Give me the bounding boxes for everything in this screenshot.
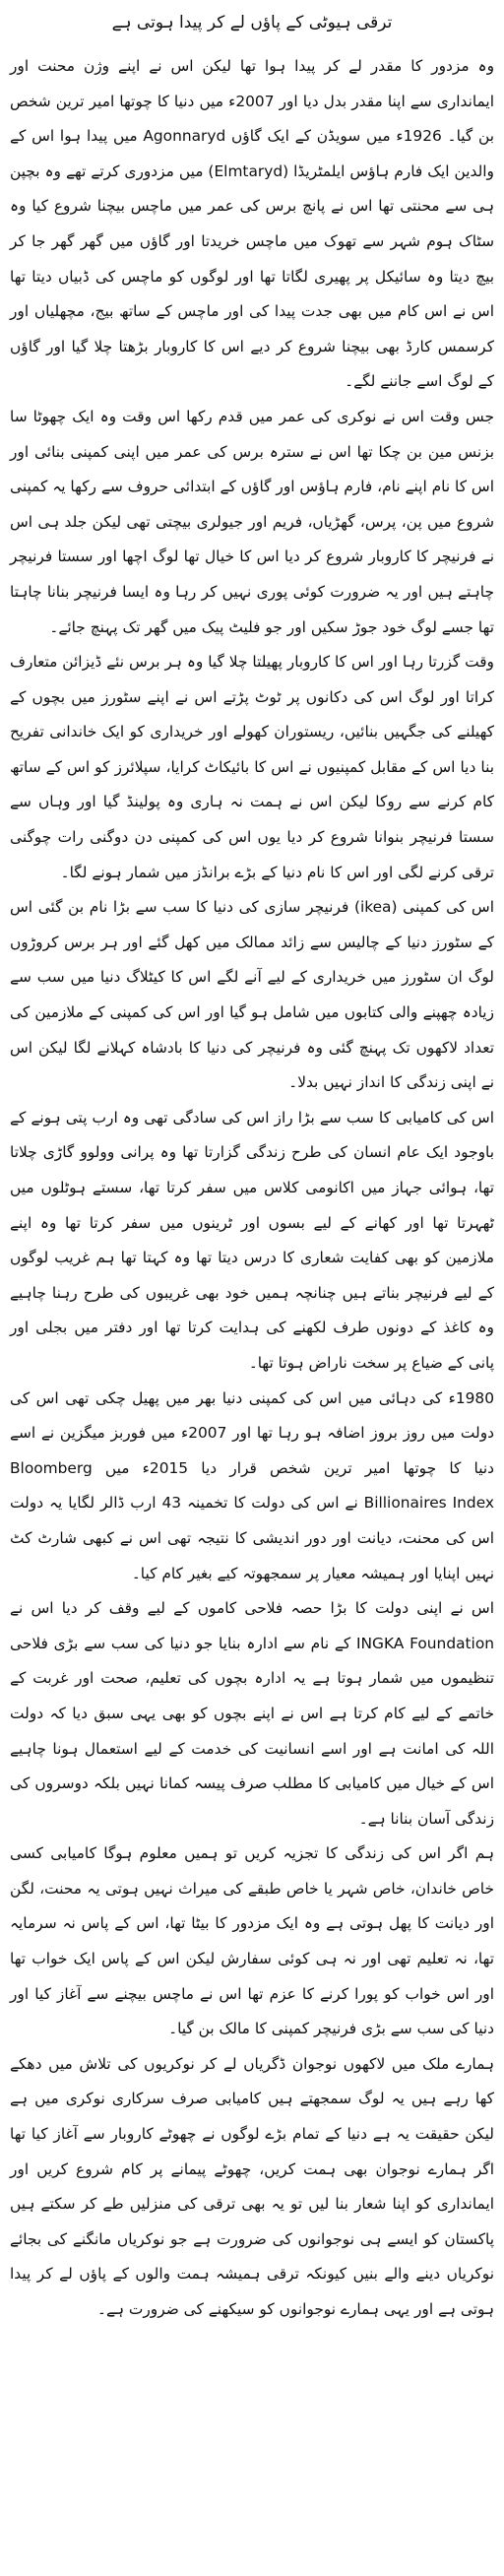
article-paragraph: جس وقت اس نے نوکری کی عمر میں قدم رکھا اس وقت وہ ایک چھوٹا سا بزنس مین بن چکا تھا اس نے سترہ برس کی عمر میں اپنی کمپنی بنائی اور اس کا نام اپنے نام، فارم ہاؤس اور گاؤں کے ابتدائی حروف سے رکھا یہ کمپنی شروع میں پن، پرس، گھڑیاں، فریم اور جیولری بیچتی تھی لیکن جلد ہی اس نے فرنیچر کا کاروبار شروع کر دیا اس کا خیال تھا لوگ اچھا اور سستا فرنیچر چاہتے ہیں اور یہ ضرورت کوئی پوری نہیں کر رہا وہ ایسا فرنیچر بنانا چاہتا تھا جسے لوگ خود جوڑ سکیں اور جو فلیٹ پیک میں گھر تک پہنچ جائے۔ <box>10 407 494 636</box>
article-paragraph: ہمارے ملک میں لاکھوں نوجوان ڈگریاں لے کر نوکریوں کی تلاش میں دھکے کھا رہے ہیں یہ لوگ سمجھتے ہیں کامیابی صرف سرکاری نوکری میں ہے لیکن حقیقت یہ ہے دنیا کے تمام بڑے لوگوں نے چھوٹے کاروبار سے آغاز کیا تھا اگر ہمارے نوجوان بھی ہمت کریں، چھوٹے پیمانے پر کام شروع کریں اور ایمانداری کو اپنا شعار بنا لیں تو یہ بھی ترقی کی منزلیں طے کر سکتے ہیں پاکستان کو ایسے ہی نوجوانوں کی ضرورت ہے جو نوکریاں مانگنے کی بجائے نوکریاں دینے والے بنیں کیونکہ ترقی ہمیشہ ہمت والوں کے پاؤں لے کر پیدا ہوتی ہے اور یہی ہمارے نوجوانوں کو سیکھنے کی ضرورت ہے۔ <box>10 2054 494 2318</box>
article-paragraph: اس نے اپنی دولت کا بڑا حصہ فلاحی کاموں کے لیے وقف کر دیا اس نے INGKA Foundation کے نام سے ادارہ بنایا جو دنیا کی سب سے بڑی فلاحی تنظیموں میں شمار ہوتا ہے یہ ادارہ بچوں کی تعلیم، صحت اور غربت کے خاتمے کے لیے کام کرتا ہے اس نے اپنے بچوں کو بھی یہی سبق دیا کہ دولت اللہ کی امانت ہے اور اسے انسانیت کی خدمت کے لیے استعمال ہونا چاہیے اس کے خیال میں کامیابی کا مطلب صرف پیسہ کمانا نہیں بلکہ دوسروں کی زندگی آسان بنانا ہے۔ <box>10 1599 494 1828</box>
article-title: ترقی ہیوٹی کے پاؤں لے کر پیدا ہوتی ہے <box>111 13 393 32</box>
article-paragraph: 1980ء کی دہائی میں اس کی کمپنی دنیا بھر میں پھیل چکی تھی اس کی دولت میں روز بروز اضافہ ہو رہا تھا اور 2007ء میں فوربز میگزین نے اسے دنیا کا چوتھا امیر ترین شخص قرار دیا 2015ء میں Bloomberg Billionaires Index نے اس کی دولت کا تخمینہ 43 ارب ڈالر لگایا یہ دولت اس کی محنت، دیانت اور دور اندیشی کا نتیجہ تھی اس نے کبھی شارٹ کٹ نہیں اپنایا اور ہمیشہ معیار پر سمجھوتہ کیے بغیر کام کیا۔ <box>10 1388 494 1582</box>
article-paragraph: ہم اگر اس کی زندگی کا تجزیہ کریں تو ہمیں معلوم ہوگا کامیابی کسی خاص خاندان، خاص شہر یا خاص طبقے کی میراث نہیں ہوتی یہ محنت، لگن اور دیانت کا پھل ہوتی ہے وہ ایک مزدور کا بیٹا تھا، اس کے پاس نہ سرمایہ تھا، نہ تعلیم تھی اور نہ ہی کوئی سفارش لیکن اس کے پاس ایک خواب تھا اور اس خواب کو پورا کرنے کا عزم تھا اس نے ماچس بیچنے سے آغاز کیا اور دنیا کی سب سے بڑی فرنیچر کمپنی کا مالک بن گیا۔ <box>10 1844 494 2038</box>
article-paragraph: اس کی کمپنی (ikea) فرنیچر سازی کی دنیا کا سب سے بڑا نام بن گئی اس کے سٹورز دنیا کے چالیس سے زائد ممالک میں کھل گئے اور ہر برس کروڑوں لوگ ان سٹورز میں خریداری کے لیے آنے لگے اس کا کیٹلاگ دنیا میں سب سے زیادہ چھپنے والی کتابوں میں شامل ہو گیا اور اس کی کمپنی کے ملازمین کی تعداد لاکھوں تک پہنچ گئی وہ فرنیچر کی دنیا کا بادشاہ کہلانے لگا لیکن اس نے اپنی زندگی کا انداز نہیں بدلا۔ <box>10 898 494 1092</box>
article-paragraph: وقت گزرتا رہا اور اس کا کاروبار پھیلتا چلا گیا وہ ہر برس نئے ڈیزائن متعارف کراتا اور لوگ اس کی دکانوں پر ٹوٹ پڑتے اس نے اپنے سٹورز میں بچوں کے کھیلنے کی جگہیں بنائیں، ریستوران کھولے اور خریداری کو ایک خاندانی تفریح بنا دیا اس کے مقابل کمپنیوں نے اس کا بائیکاٹ کرایا، سپلائرز کو اس کے ساتھ کام کرنے سے روکا لیکن اس نے ہمت نہ ہاری وہ پولینڈ گیا اور وہاں سے سستا فرنیچر بنوانا شروع کر دیا یوں اس کی کمپنی دن دوگنی رات چوگنی ترقی کرنے لگی اور اس کا نام دنیا کے بڑے برانڈز میں شمار ہونے لگا۔ <box>10 653 494 881</box>
article-paragraph: اس کی کامیابی کا سب سے بڑا راز اس کی سادگی تھی وہ ارب پتی ہونے کے باوجود ایک عام انسان کی طرح زندگی گزارتا تھا وہ پرانی وولوو گاڑی چلاتا تھا، ہوائی جہاز میں اکانومی کلاس میں سفر کرتا تھا، سستے ہوٹلوں میں ٹھہرتا تھا اور کھانے کے لیے بسوں اور ٹرینوں میں سفر کرتا تھا وہ اپنے ملازمین کو بھی کفایت شعاری کا درس دیتا تھا وہ کہتا تھا ہم غریب لوگوں کے لیے فرنیچر بناتے ہیں چنانچہ ہمیں خود بھی غریبوں کی طرح رہنا چاہیے وہ کاغذ کے دونوں طرف لکھنے کی ہدایت کرتا تھا اور دفتر میں بجلی اور پانی کے ضیاع پر سخت ناراض ہوتا تھا۔ <box>10 1108 494 1372</box>
article-paragraph: وہ مزدور کا مقدر لے کر پیدا ہوا تھا لیکن اس نے اپنے وژن محنت اور ایمانداری سے اپنا مقدر بدل دیا اور 2007ء میں دنیا کا چوتھا امیر ترین شخص بن گیا۔ 1926ء میں سویڈن کے ایک گاؤں Agonnaryd میں پیدا ہوا اس کے والدین ایک فارم ہاؤس ایلمٹریڈا (Elmtaryd) میں مزدوری کرتے تھے وہ بچپن ہی سے محنتی تھا اس نے پانچ برس کی عمر میں ماچس بیچنا شروع کیا وہ سٹاک ہوم شہر سے تھوک میں ماچس خریدتا اور گاؤں میں گھر گھر جا کر بیچ دیتا وہ سائیکل پر پھیری لگاتا تھا اور لوگوں کو ماچس کی ڈبیاں دیتا تھا اس نے اس کام میں بھی جدت پیدا کی اور ماچس کے ساتھ بیج، مچھلیاں اور کرسمس کارڈ بھی بیچنا شروع کر دیے اس کا کاروبار بڑھتا چلا گیا اور گاؤں کے لوگ اسے جاننے لگے۔ <box>10 57 494 391</box>
